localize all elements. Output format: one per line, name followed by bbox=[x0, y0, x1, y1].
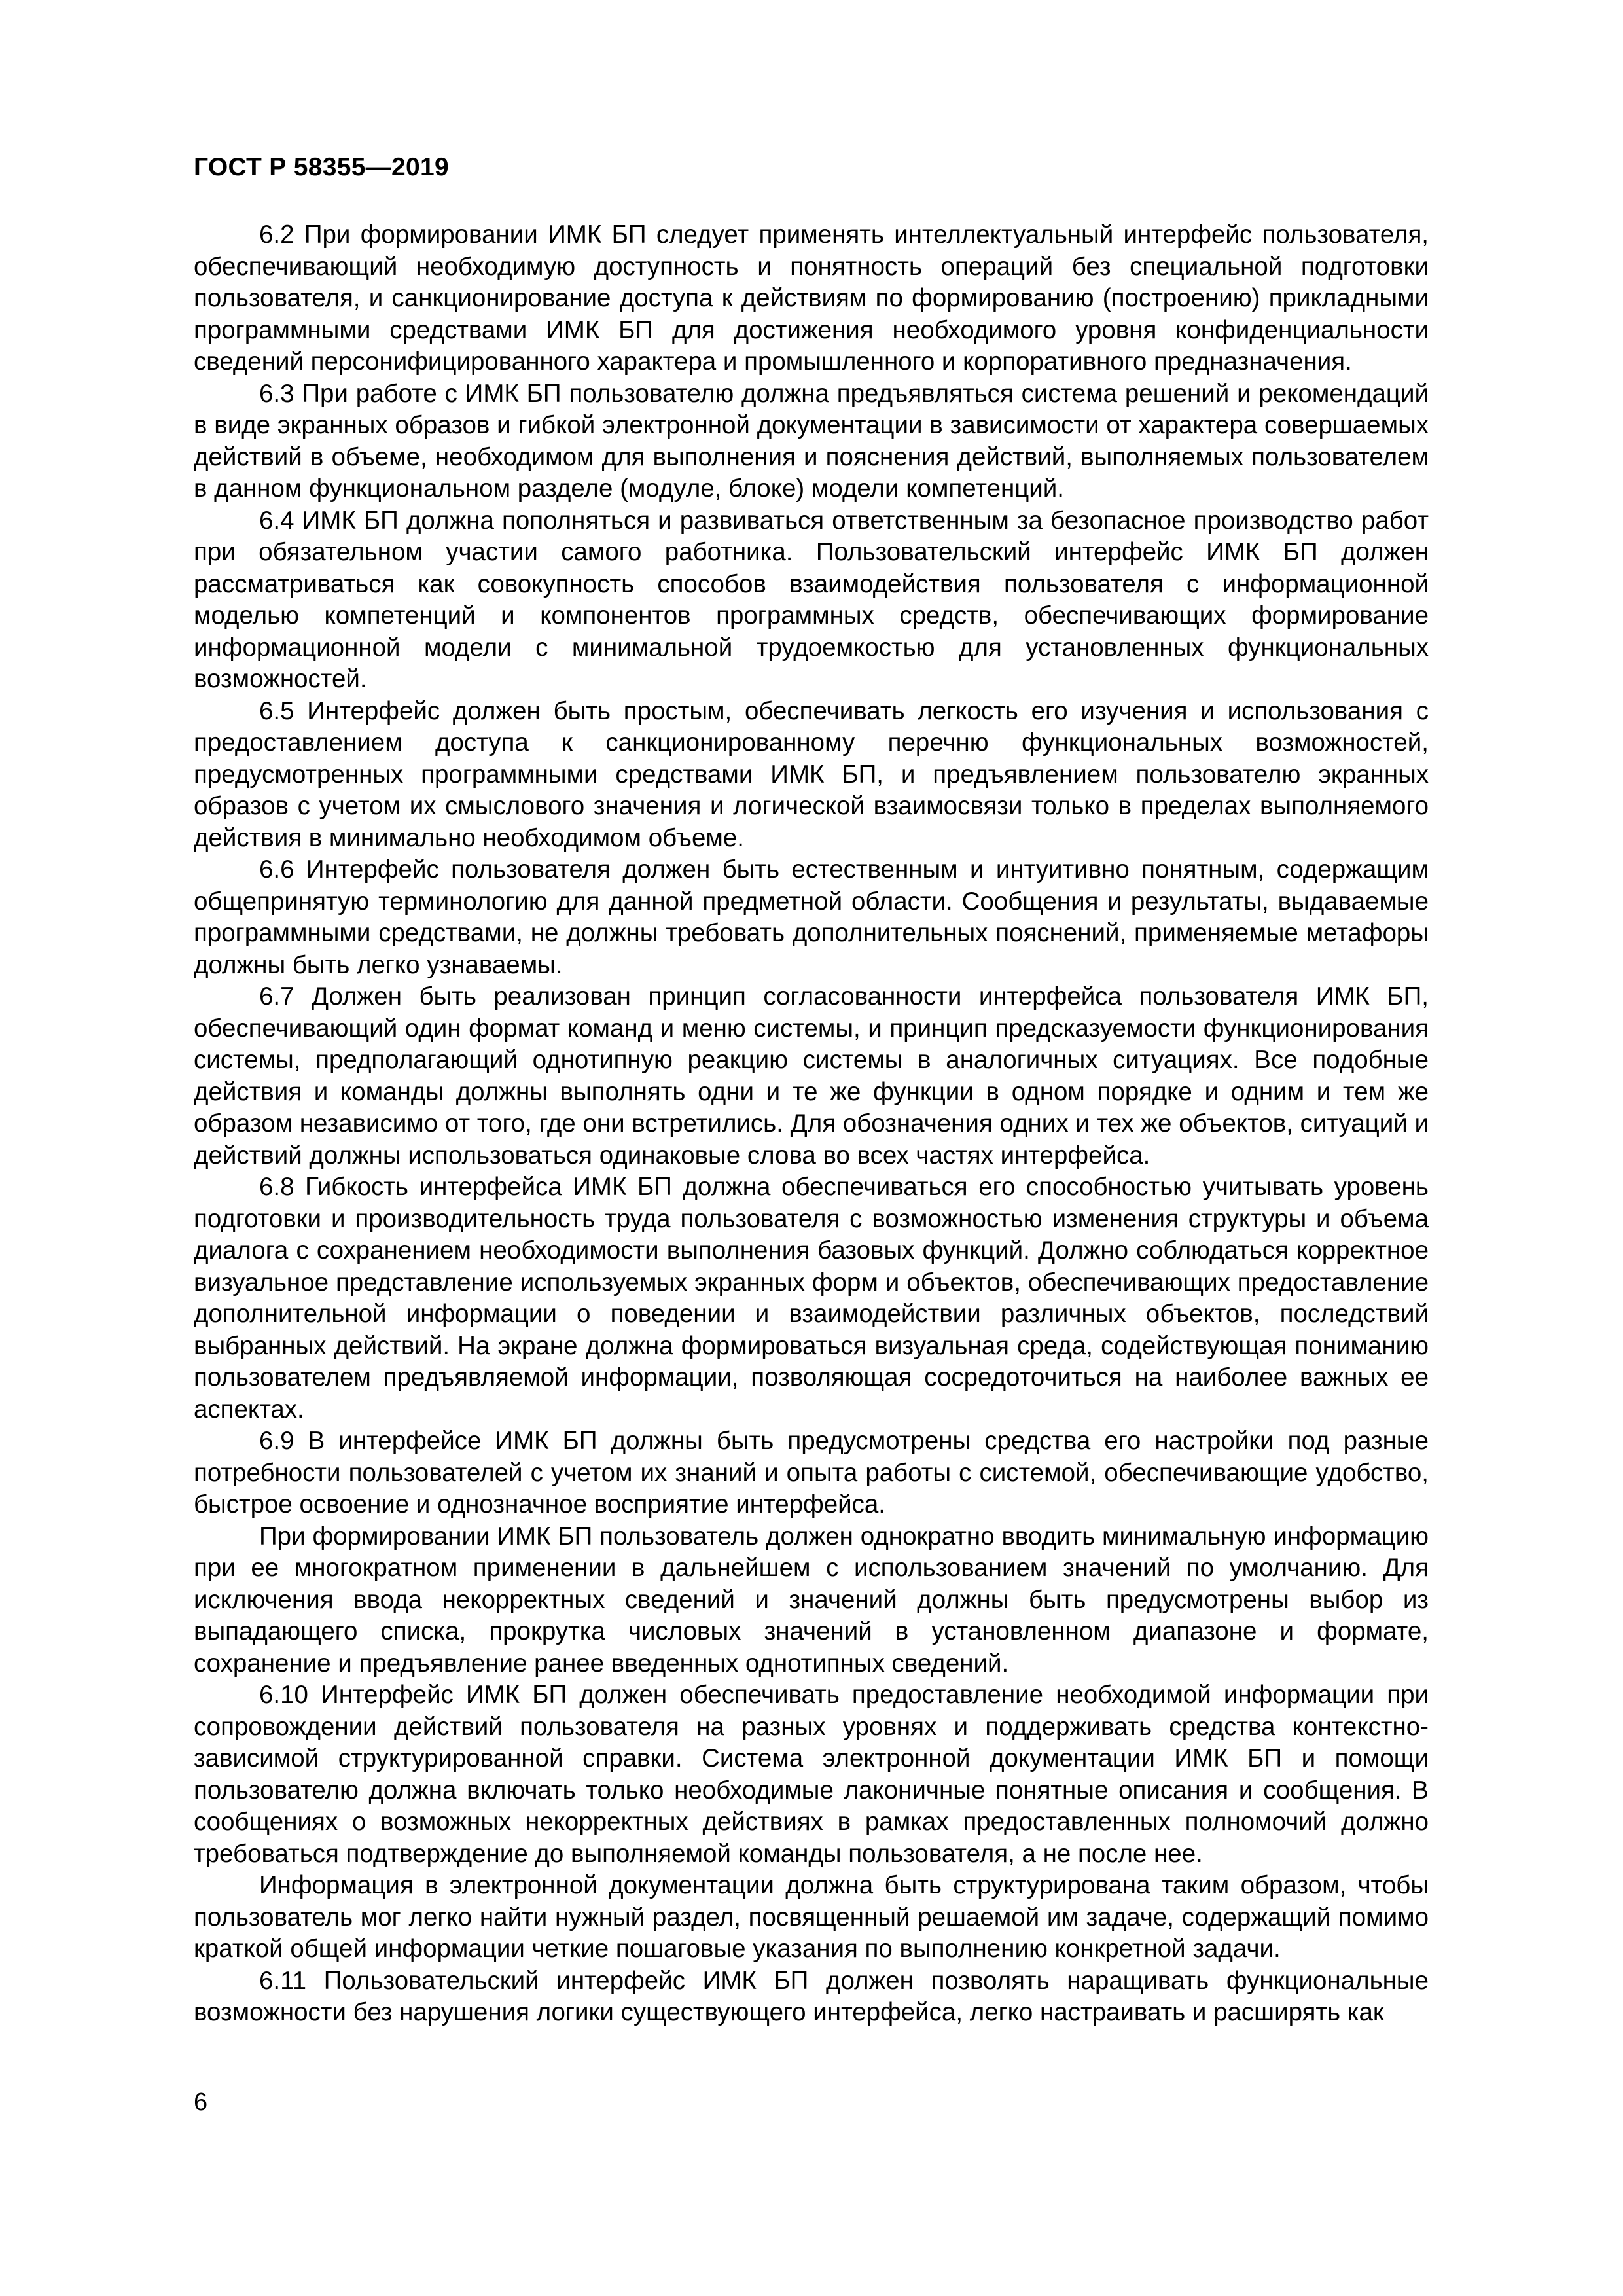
paragraph-6-6: 6.6 Интерфейс пользователя должен быть естественным и интуитивно понятным, содержащим общепринятую терминологию для данной предметной области. Сообщения и результаты, выдаваемые программными средствами, не должны требовать дополнительных пояснений, применяемые метафоры должны быть легко узнаваемы. bbox=[194, 855, 1429, 979]
document-header: ГОСТ Р 58355—2019 bbox=[194, 153, 449, 181]
paragraph-6-11: 6.11 Пользовательский интерфейс ИМК БП должен позволять наращивать функциональные возможности без нарушения логики существующего интерфейса, легко настраивать и расширять как bbox=[194, 1966, 1429, 2026]
paragraph-6-4: 6.4 ИМК БП должна пополняться и развиваться ответственным за безопасное производство работ при обязательном участии самого работника. Пользовательский интерфейс ИМК БП должен рассматриваться как совокупность способов взаимодействия пользователя с информационной моделью компетенций и компонентов программных средств, обеспечивающих формирование информационной модели с минимальной трудоемкостью для установленных функциональных возможностей. bbox=[194, 506, 1429, 693]
paragraph-6-3: 6.3 При работе с ИМК БП пользователю должна предъявляться система решений и рекомендаций в виде экранных образов и гибкой электронной документации в зависимости от характера совершаемых действий в объеме, необходимом для выполнения и пояснения действий, выполняемых пользователем в данном функциональном разделе (модуле, блоке) модели компетенций. bbox=[194, 379, 1429, 503]
paragraph-6-7: 6.7 Должен быть реализован принцип согласованности интерфейса пользователя ИМК БП, обеспечивающий один формат команд и меню системы, и принцип предсказуемости функционирования системы, предполагающий однотипную реакцию системы в аналогичных ситуациях. Все подобные действия и команды должны выполнять одни и те же функции в одном порядке и одним и тем же образом независимо от того, где они встретились. Для обозначения одних и тех же объектов, ситуаций и действий должны использоваться одинаковые слова во всех частях интерфейса. bbox=[194, 982, 1429, 1170]
paragraph-6-10: 6.10 Интерфейс ИМК БП должен обеспечивать предоставление необходимой информации при сопровождении действий пользователя на разных уровнях и поддерживать средства контекстно-зависимой структурированной справки. Система электронной документации ИМК БП и помощи пользователю должна включать только необходимые лаконичные понятные описания и сообщения. В сообщениях о возможных некорректных действиях в рамках предоставленных полномочий должно требоваться подтверждение до выполняемой команды пользователя, а не после нее. bbox=[194, 1681, 1429, 1868]
paragraph-6-2: 6.2 При формировании ИМК БП следует применять интеллектуальный интерфейс пользователя, обеспечивающий необходимую доступность и понятность операций без специальной подготовки пользователя, и санкционирование доступа к действиям по формированию (построению) прикладными программными средствами ИМК БП для достижения необходимого уровня конфиденциальности сведений персонифицированного характера и промышленного и корпоративного предназначения. bbox=[194, 221, 1429, 376]
paragraph-6-5: 6.5 Интерфейс должен быть простым, обеспечивать легкость его изучения и использования с предоставлением доступа к санкционированному перечню функциональных возможностей, предусмотренных программными средствами ИМК БП, и предъявлением пользователю экранных образов с учетом их смыслового значения и логической взаимосвязи только в пределах выполняемого действия в минимально необходимом объеме. bbox=[194, 696, 1429, 852]
page-number: 6 bbox=[194, 2089, 208, 2116]
document-body bbox=[194, 219, 1429, 2029]
paragraph-6-10-continued: Информация в электронной документации должна быть структурирована таким образом, чтобы пользователь мог легко найти нужный раздел, посвященный решаемой им задаче, содержащий помимо краткой общей информации четкие пошаговые указания по выполнению конкретной задачи. bbox=[194, 1871, 1429, 1963]
paragraph-6-9-continued: При формировании ИМК БП пользователь должен однократно вводить минимальную информацию при ее многократном применении в дальнейшем с использованием значений по умолчанию. Для исключения ввода некорректных сведений и значений должны быть предусмотрены выбор из выпадающего списка, прокрутка числовых значений в установленном диапазоне и формате, сохранение и предъявление ранее введенных однотипных сведений. bbox=[194, 1522, 1429, 1677]
paragraph-6-9: 6.9 В интерфейсе ИМК БП должны быть предусмотрены средства его настройки под разные потребности пользователей с учетом их знаний и опыта работы с системой, обеспечивающие удобство, быстрое освоение и однозначное восприятие интерфейса. bbox=[194, 1427, 1429, 1518]
paragraph-6-8: 6.8 Гибкость интерфейса ИМК БП должна обеспечиваться его способностью учитывать уровень подготовки и производительность труда пользователя с возможностью изменения структуры и объема диалога с сохранением необходимости выполнения базовых функций. Должно соблюдаться корректное визуальное представление используемых экранных форм и объектов, обеспечивающих предоставление дополнительной информации о поведении и взаимодействии различных объектов, последствий выбранных действий. На экране должна формироваться визуальная среда, содействующая пониманию пользователем предъявляемой информации, позволяющая сосредоточиться на наиболее важных ее аспектах. bbox=[194, 1173, 1429, 1424]
